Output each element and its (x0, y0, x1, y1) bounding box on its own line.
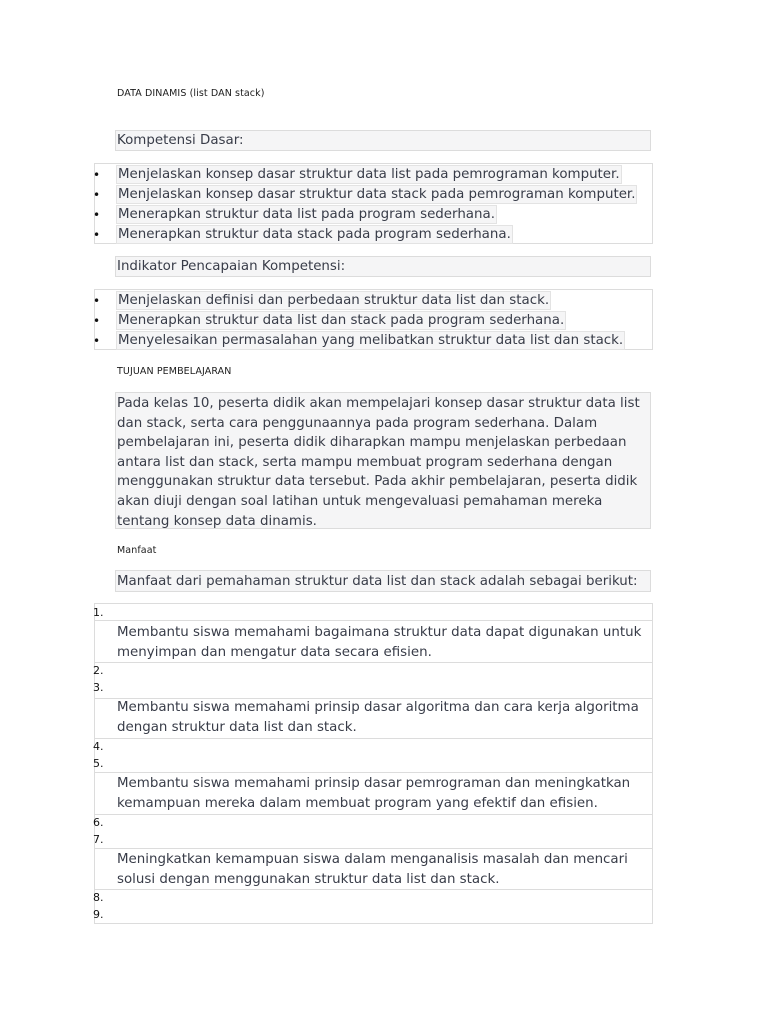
row-divider (94, 772, 653, 773)
bullet-icon: • (93, 168, 101, 182)
list-item (95, 331, 652, 351)
bullet-icon: • (93, 294, 101, 308)
list-number: 4. (93, 740, 104, 753)
list-item (95, 185, 652, 205)
list-item (95, 291, 652, 311)
document-title: DATA DINAMIS (list DAN stack) (117, 88, 265, 99)
row-divider (94, 848, 653, 849)
manfaat-intro: Manfaat dari pemahaman struktur data list dan stack adalah sebagai berikut: (115, 570, 651, 592)
indikator-label: Indikator Pencapaian Kompetensi: (115, 256, 651, 277)
manfaat-item: Meningkatkan kemampuan siswa dalam menganalisis masalah dan mencari solusi dengan menggunakan struktur data list dan stack. (117, 852, 628, 887)
manfaat-item: Membantu siswa memahami bagaimana struktur data dapat digunakan untuk menyimpan dan mengatur data secara efisien. (117, 625, 642, 660)
tujuan-heading: TUJUAN PEMBELAJARAN (117, 366, 232, 377)
list-item-text: Menerapkan struktur data list pada program sederhana. (118, 207, 495, 222)
list-number: 2. (93, 664, 104, 677)
list-item (95, 225, 652, 245)
indikator-list (94, 289, 653, 350)
tujuan-paragraph: Pada kelas 10, peserta didik akan mempelajari konsep dasar struktur data list dan stack, serta cara penggunaannya pada program sederhana. Dalam pembelajaran ini, peserta didik diharapkan mampu menjelaskan perbedaan antara list dan stack, serta mampu membuat program sederhana dengan menggunakan struktur data tersebut. Pada akhir pembelajaran, peserta didik akan diuji dengan soal latihan untuk mengevaluasi pemahaman mereka tentang konsep data dinamis. (115, 392, 651, 529)
bullet-icon: • (93, 188, 101, 202)
row-divider (94, 814, 653, 815)
list-number: 6. (93, 816, 104, 829)
kompetensi-dasar-list (94, 163, 653, 244)
list-item-text: Menerapkan struktur data list dan stack pada program sederhana. (118, 313, 565, 328)
list-item-text: Menerapkan struktur data stack pada program sederhana. (118, 227, 511, 242)
list-number: 8. (93, 891, 104, 904)
list-item (95, 205, 652, 225)
list-number: 7. (93, 833, 104, 846)
manfaat-heading: Manfaat (117, 545, 157, 556)
manfaat-item: Membantu siswa memahami prinsip dasar pemrograman dan meningkatkan kemampuan mereka dalam membuat program yang efektif dan efisien. (117, 776, 631, 811)
list-number: 9. (93, 908, 104, 921)
bullet-icon: • (93, 334, 101, 348)
list-item (95, 165, 652, 185)
bullet-icon: • (93, 314, 101, 328)
bullet-icon: • (93, 228, 101, 242)
list-item (95, 311, 652, 331)
list-item-text: Menjelaskan konsep dasar struktur data stack pada pemrograman komputer. (118, 187, 636, 202)
manfaat-item: Membantu siswa memahami prinsip dasar algoritma dan cara kerja algoritma dengan struktur data list dan stack. (117, 700, 639, 735)
list-number: 5. (93, 757, 104, 770)
kompetensi-dasar-label: Kompetensi Dasar: (115, 130, 651, 151)
list-number: 3. (93, 681, 104, 694)
list-item-text: Menjelaskan definisi dan perbedaan struktur data list dan stack. (118, 293, 550, 308)
list-item-text: Menjelaskan konsep dasar struktur data list pada pemrograman komputer. (118, 167, 620, 182)
bullet-icon: • (93, 208, 101, 222)
row-divider (94, 620, 653, 621)
row-divider (94, 738, 653, 739)
list-number: 1. (93, 606, 104, 619)
list-item-text: Menyelesaikan permasalahan yang melibatkan struktur data list dan stack. (118, 333, 624, 348)
